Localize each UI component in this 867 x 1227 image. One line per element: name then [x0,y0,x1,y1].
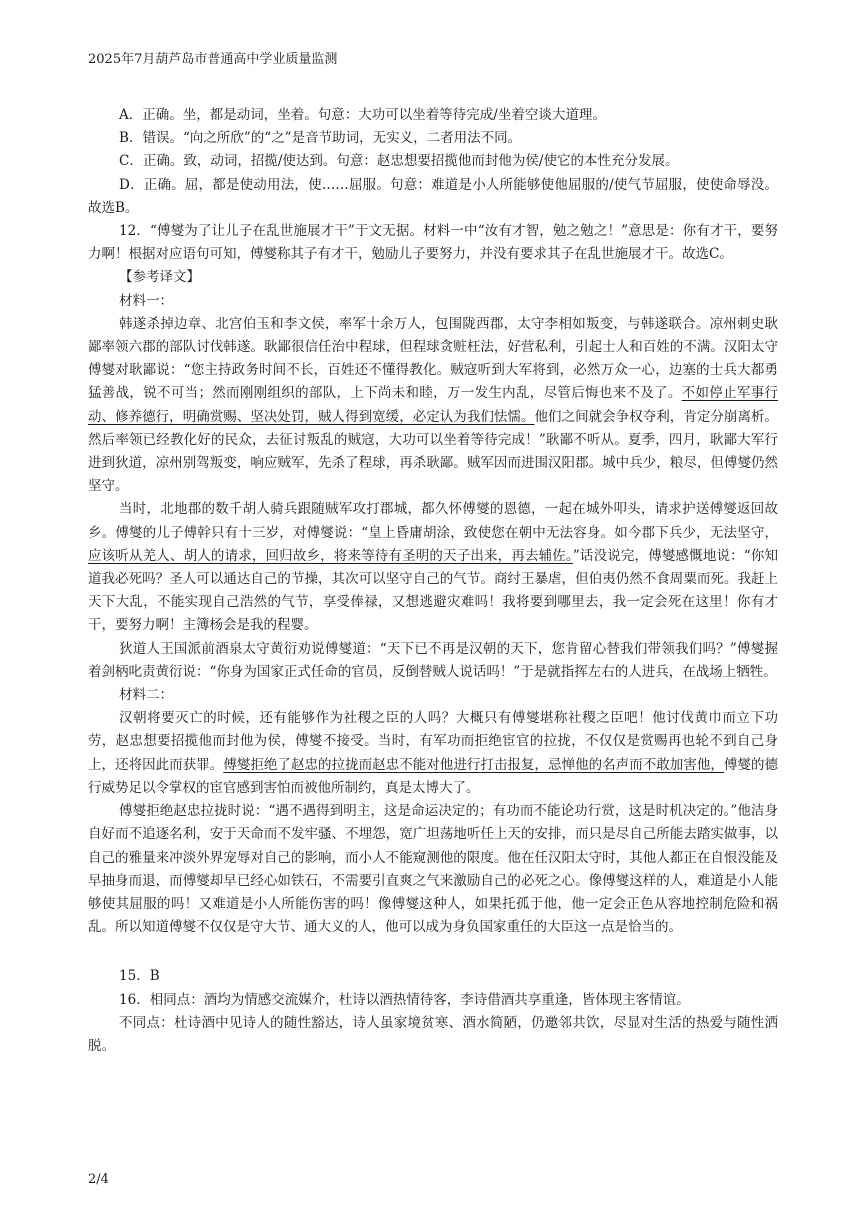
material-one-paragraph-1 [88,313,778,499]
material-two-label: 材料二： [119,687,174,704]
q11-option-b: B．错误。“向之所欣”的“之”是音节助词，无实义，二者用法不同。 [119,130,522,147]
text-segment: 傅燮的德行威势足以令掌权的宦官感到害怕而被他所制约，真是太博大了。 [88,756,779,796]
q11-option-d: D．正确。屈，都是使动用法，使……屈服。句意：难道是小人所能够使他屈服的/使气节屈服，使使命辱没。故选B。 [88,176,778,216]
text-segment: 韩遂杀掉边章、北宫伯玉和李文侯，率军十余万人，包围陇西郡，太守李相如叛变，与韩遂联合。凉州刺史耿鄙率领六郡的部队讨伐韩遂。耿鄙很信任治中程球，但程球贪赃枉法，好营私利，引起士人和百姓的不满。汉阳太守傅燮对耿鄙说：“您主持政务时间不长，百姓还不懂得教化。贼寇听到大军将到，必然万众一心，边塞的士兵大都勇猛善战，锐不可当；然而刚刚组织的部队，上下尚未和睦，万一发生内乱，尽管后悔也来不及了。 [88,315,778,402]
document-header: 2025年7月葫芦岛市普通高中学业质量监测 [88,52,338,67]
q15-answer: 15．B [119,968,160,985]
q16-similarity: 16．相同点：酒均为情感交流媒介，杜诗以酒热情待客，李诗借酒共享重逢，皆体现主客情谊。 [119,991,690,1008]
material-two-paragraph-1 [88,707,778,800]
underlined-sentence: 傅燮拒绝了赵忠的拉拢而赵忠不能对他进行打击报复，忌惮他的名声而不敢加害他， [223,756,724,773]
text-segment: 他们之间就会争权夺利，肯定分崩离析。然后率领已经教化好的民众，去征讨叛乱的贼寇，大功可以坐着等待完成！”耿鄙不听从。夏季，四月，耿鄙大军行进到狄道，凉州别驾叛变，响应贼军，先杀了程球，再杀耿鄙。贼军因而进围汉阳郡。城中兵少，粮尽，但傅燮仍然坚守。 [88,408,779,495]
section-spacer [88,939,778,965]
q11-option-a: A．正确。坐，都是动词，坐着。句意：大功可以坐着等待完成/坐着空谈大道理。 [119,107,606,123]
translation-heading: 【参考译文】 [119,269,201,286]
material-two-paragraph-2: 傅燮拒绝赵忠拉拢时说：“遇不遇得到明主，这是命运决定的；有功而不能论功行赏，这是时机决定的。”他洁身自好而不追逐名利，安于天命而不发牢骚、不埋怨，宽广坦荡地听任上天的安排，而只是尽自己所能去踏实做事，以自己的雅量来冲淡外界宠辱对自己的影响，而小人不能窥测他的限度。他在任汉阳太守时，其他人都正在自恨没能及早抽身而退，而傅燮却早已经心如铁石，不需要引直爽之气来激励自己的必死之心。像傅燮这样的人，难道是小人能够使其屈服的吗！又难道是小人所能伤害的吗！像傅燮这种人，如果托孤于他，他一定会正色从容地控制危险和祸乱。所以知道傅燮不仅仅是守大节、通大义的人，他可以成为身负国家重任的大臣这一点是恰当的。 [88,803,778,936]
underlined-sentence: 应该听从羌人、胡人的请求，回归故乡，将来等待有圣明的天子出来，再去辅佐。 [88,547,573,564]
text-segment: ”话没说完，傅燮感慨地说：“你知道我必死吗？圣人可以通达自己的节操，其次可以坚守自己的气节。商纣王暴虐，但伯夷仍然不食周粟而死。我赶上天下大乱，不能实现自己浩然的气节，享受俸禄，又想逃避灾难吗！我将要到哪里去，我一定会死在这里！你有才干，要努力啊！主簿杨会是我的程婴。 [88,547,778,634]
page-number: 2/4 [88,1172,109,1187]
material-one-paragraph-3: 狄道人王国派前酒泉太守黄衍劝说傅燮道：“天下已不再是汉朝的天下，您肯留心替我们带领我们吗？”傅燮握着剑柄叱责黄衍说：“你身为国家正式任命的官员，反倒替贼人说话吗！”于是就指挥左右的人进兵，在战场上牺牲。 [88,640,778,680]
q12-explanation: 12．“傅燮为了让儿子在乱世施展才干”于文无据。材料一中“汝有才智，勉之勉之！”意思是：你有才干，要努力啊！根据对应语句可知，傅燮称其子有才干，勉励儿子要努力，并没有要求其子在乱世施展才干。故选C。 [88,223,778,263]
material-one-paragraph-2 [88,498,778,637]
q16-difference: 不同点：杜诗酒中见诗人的随性豁达，诗人虽家境贫寒、酒水简陋，仍邀邻共饮，尽显对生活的热爱与随性洒脱。 [88,1014,778,1054]
underlined-sentence: 不如停止军事行动、修养德行，明确赏赐、坚决处罚，贼人得到宽缓，必定认为我们怯懦。 [88,385,779,425]
q11-option-c: C．正确。致，动词，招揽/使达到。句意：赵忠想要招揽他而封他为侯/使它的本性充分发展。 [119,153,679,170]
answer-content [88,104,778,1058]
text-segment: 当时，北地郡的数千胡人骑兵跟随贼军攻打郡城，都久怀傅燮的恩德，一起在城外叩头，请求护送傅燮返回故乡。傅燮的儿子傅幹只有十三岁，对傅燮说：“皇上昏庸胡涂，致使您在朝中无法容身。如今郡下兵少，无法坚守， [88,501,778,541]
material-one-label: 材料一： [119,292,174,309]
text-segment: 汉朝将要灭亡的时候，还有能够作为社稷之臣的人吗？大概只有傅燮堪称社稷之臣吧！他讨伐黄巾而立下功劳，赵忠想要招揽他而封他为侯，傅燮不接受。当时，有军功而拒绝宦官的拉拢，不仅仅是赏赐再也轮不到自己身上，还将因此而获罪。 [88,710,778,773]
